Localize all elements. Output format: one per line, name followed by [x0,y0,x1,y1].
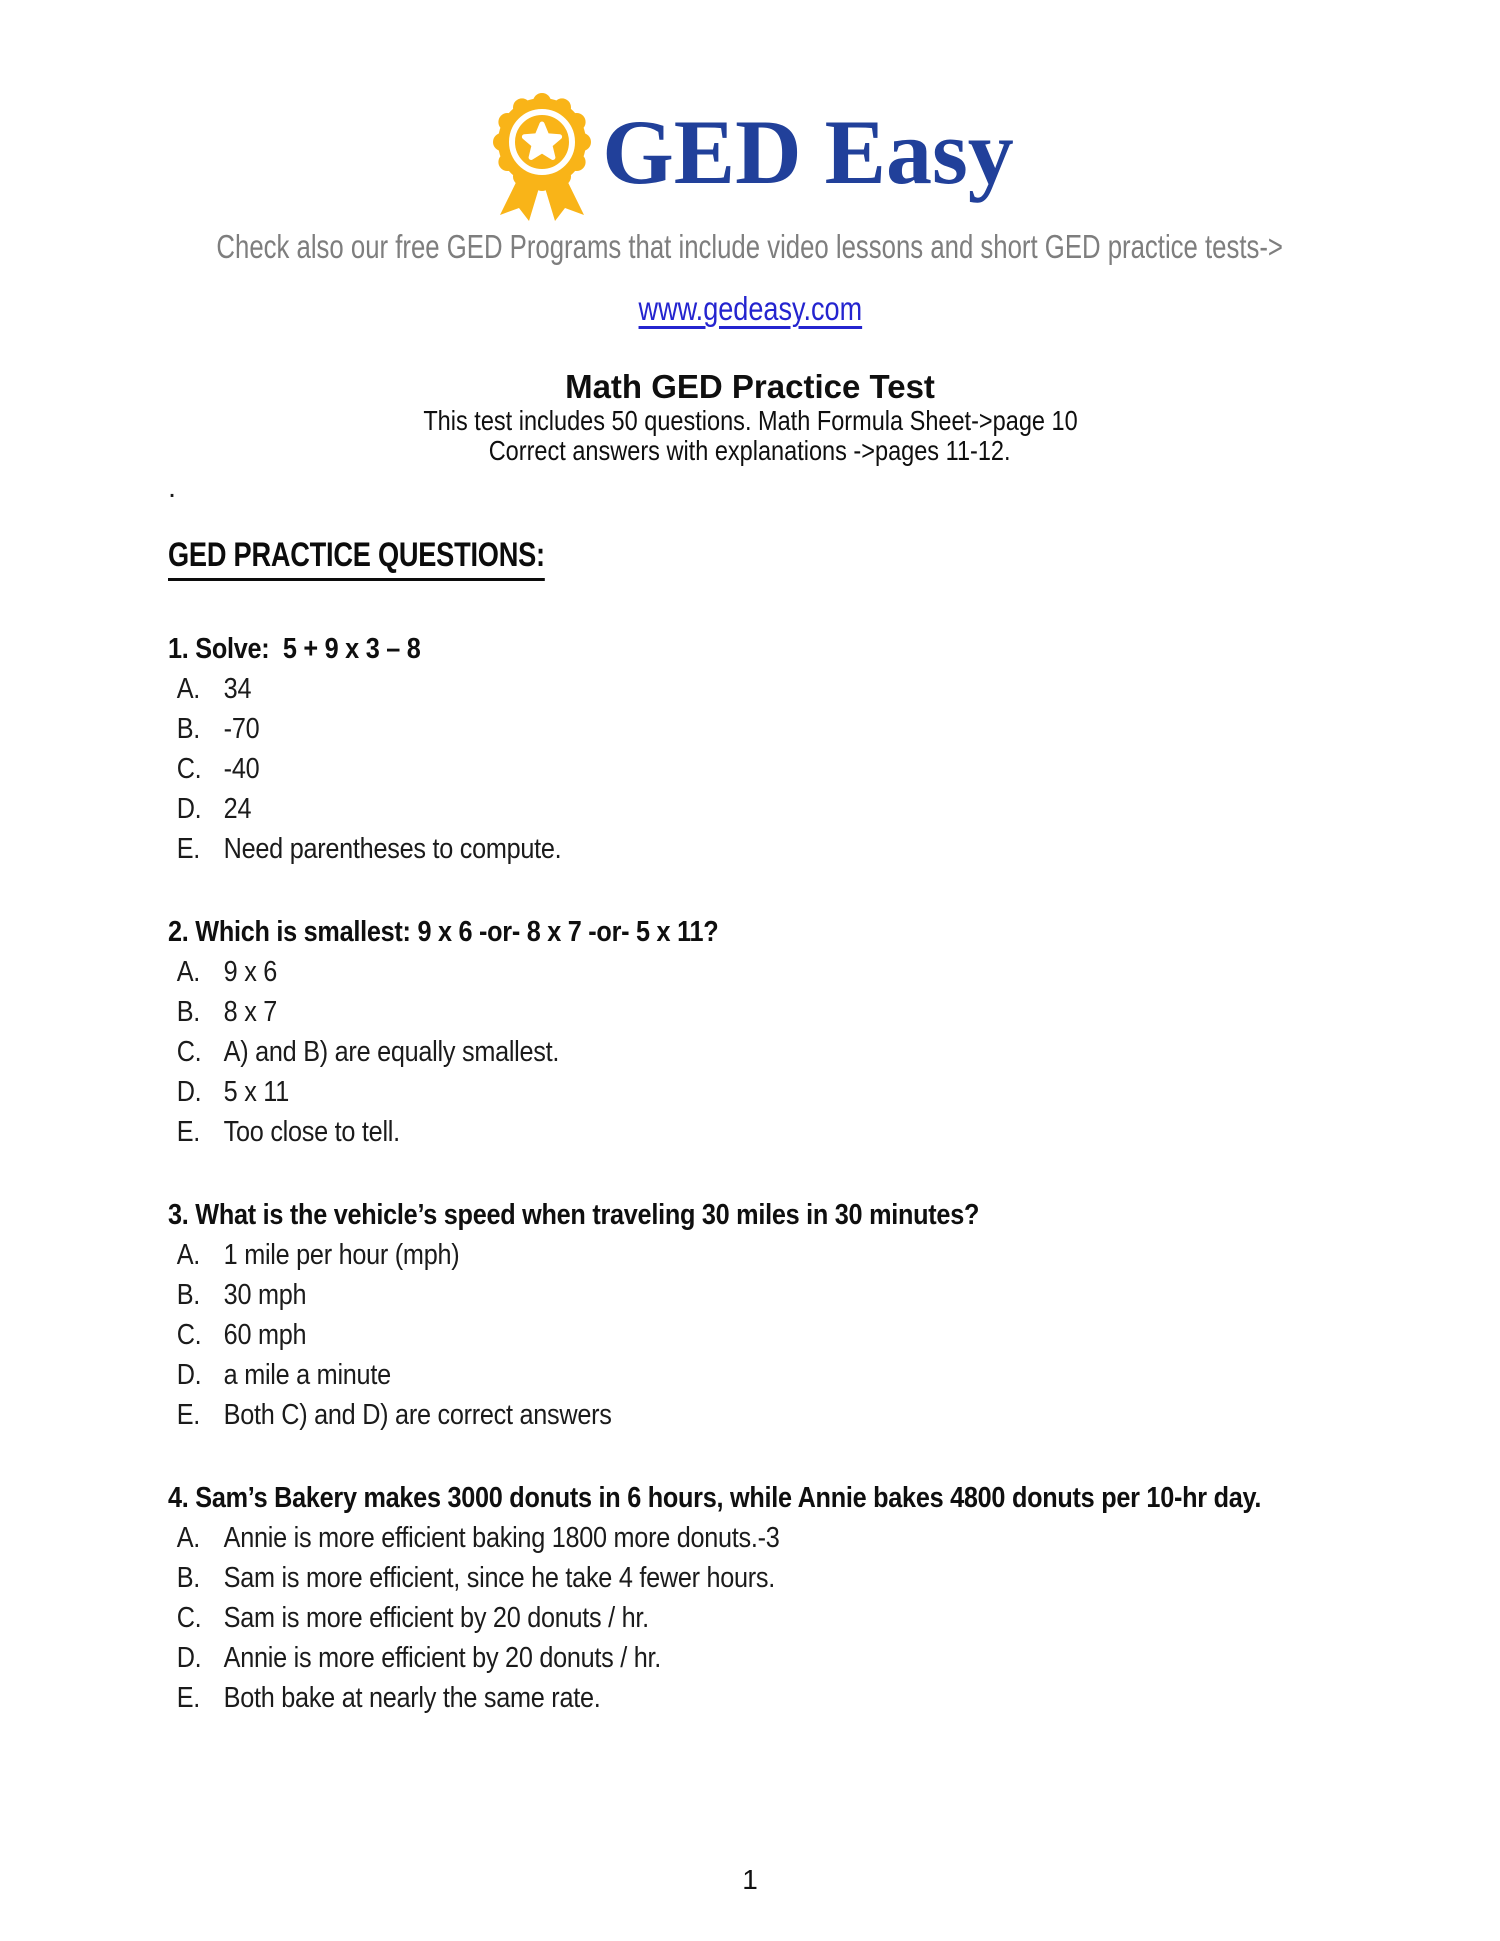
answer-option [177,749,1327,789]
title-block [0,368,1500,466]
option-text: -70 [223,713,260,745]
option-letter: E. [176,833,201,865]
answer-option [177,829,1327,869]
title-subline-1: This test includes 50 questions. Math Formula Sheet->page 10 [422,405,1078,436]
option-text: Both bake at nearly the same rate. [223,1682,601,1714]
option-letter: D. [176,1076,202,1108]
answer-option [177,1112,1327,1152]
question-prompt: 3. What is the vehicle’s speed when traveling 30 miles in 30 minutes? [168,1199,980,1231]
option-letter: E. [176,1399,201,1431]
answer-option [177,1678,1327,1718]
option-letter: E. [176,1682,201,1714]
option-letter: D. [176,793,202,825]
question-block [168,1195,1327,1435]
questions-list [168,629,1500,1718]
option-letter: A. [176,1522,201,1554]
question-block [168,629,1327,869]
answer-options [168,1518,1327,1718]
option-letter: B. [176,1562,201,1594]
option-letter: D. [176,1642,202,1674]
option-text: -40 [223,753,260,785]
option-text: Too close to tell. [223,1116,400,1148]
option-text: 24 [223,793,252,825]
ged-easy-logo [0,82,1500,222]
page-number: 1 [742,1864,758,1895]
option-text: Annie is more efficient by 20 donuts / hr. [223,1642,662,1674]
site-link-row [0,290,1500,328]
answer-option [177,709,1327,749]
answer-options [168,1235,1327,1435]
option-letter: C. [176,753,202,785]
section-heading: GED PRACTICE QUESTIONS: [168,536,1500,581]
answer-option [177,1315,1327,1355]
stray-period: . [168,472,177,504]
option-letter: B. [176,713,201,745]
answer-option [177,1072,1327,1112]
option-text: 1 mile per hour (mph) [223,1239,460,1271]
answer-option [177,1235,1327,1275]
option-text: 60 mph [223,1319,307,1351]
option-text: Sam is more efficient by 20 donuts / hr. [223,1602,649,1634]
answer-options [168,669,1327,869]
answer-options [168,952,1327,1152]
option-letter: B. [176,1279,201,1311]
brand-wordmark: GED Easy [602,101,1014,203]
option-text: 30 mph [223,1279,307,1311]
question-block [168,1478,1327,1718]
option-letter: C. [176,1602,202,1634]
option-letter: A. [176,956,201,988]
option-text: Need parentheses to compute. [223,833,562,865]
answer-option [177,992,1327,1032]
option-text: 5 x 11 [223,1076,289,1108]
option-text: Sam is more efficient, since he take 4 fewer hours. [223,1562,776,1594]
option-letter: D. [176,1359,202,1391]
answer-option [177,1275,1327,1315]
site-link[interactable]: www.gedeasy.com [638,290,862,327]
question-prompt: 1. Solve: 5 + 9 x 3 – 8 [168,633,421,665]
option-letter: C. [176,1319,202,1351]
page-title: Math GED Practice Test [565,368,935,405]
answer-option [177,1558,1327,1598]
option-text: a mile a minute [223,1359,391,1391]
answer-option [177,1032,1327,1072]
option-letter: A. [176,1239,201,1271]
answer-option [177,1395,1327,1435]
answer-option [177,952,1327,992]
answer-option [177,1518,1327,1558]
option-text: A) and B) are equally smallest. [223,1036,560,1068]
brand-tagline: Check also our free GED Programs that include video lessons and short GED practice tests-> [216,228,1284,265]
option-text: 9 x 6 [223,956,278,988]
page-footer [0,1864,1500,1896]
option-letter: C. [176,1036,202,1068]
option-text: Both C) and D) are correct answers [223,1399,612,1431]
option-text: Annie is more efficient baking 1800 more donuts.-3 [223,1522,780,1554]
brand-header [0,0,1500,328]
question-prompt: 4. Sam’s Bakery makes 3000 donuts in 6 hours, while Annie bakes 4800 donuts per 10-hr day. [168,1482,1262,1514]
option-letter: B. [176,996,201,1028]
answer-option [177,1598,1327,1638]
answer-option [177,1638,1327,1678]
question-block [168,912,1327,1152]
option-letter: A. [176,673,201,705]
question-prompt: 2. Which is smallest: 9 x 6 -or- 8 x 7 -or- 5 x 11? [168,916,719,948]
option-text: 34 [223,673,252,705]
award-ribbon-badge-icon [486,82,598,222]
option-text: 8 x 7 [223,996,278,1028]
title-subline-2: Correct answers with explanations ->pages 11-12. [489,435,1011,466]
option-letter: E. [176,1116,201,1148]
answer-option [177,669,1327,709]
answer-option [177,789,1327,829]
answer-option [177,1355,1327,1395]
